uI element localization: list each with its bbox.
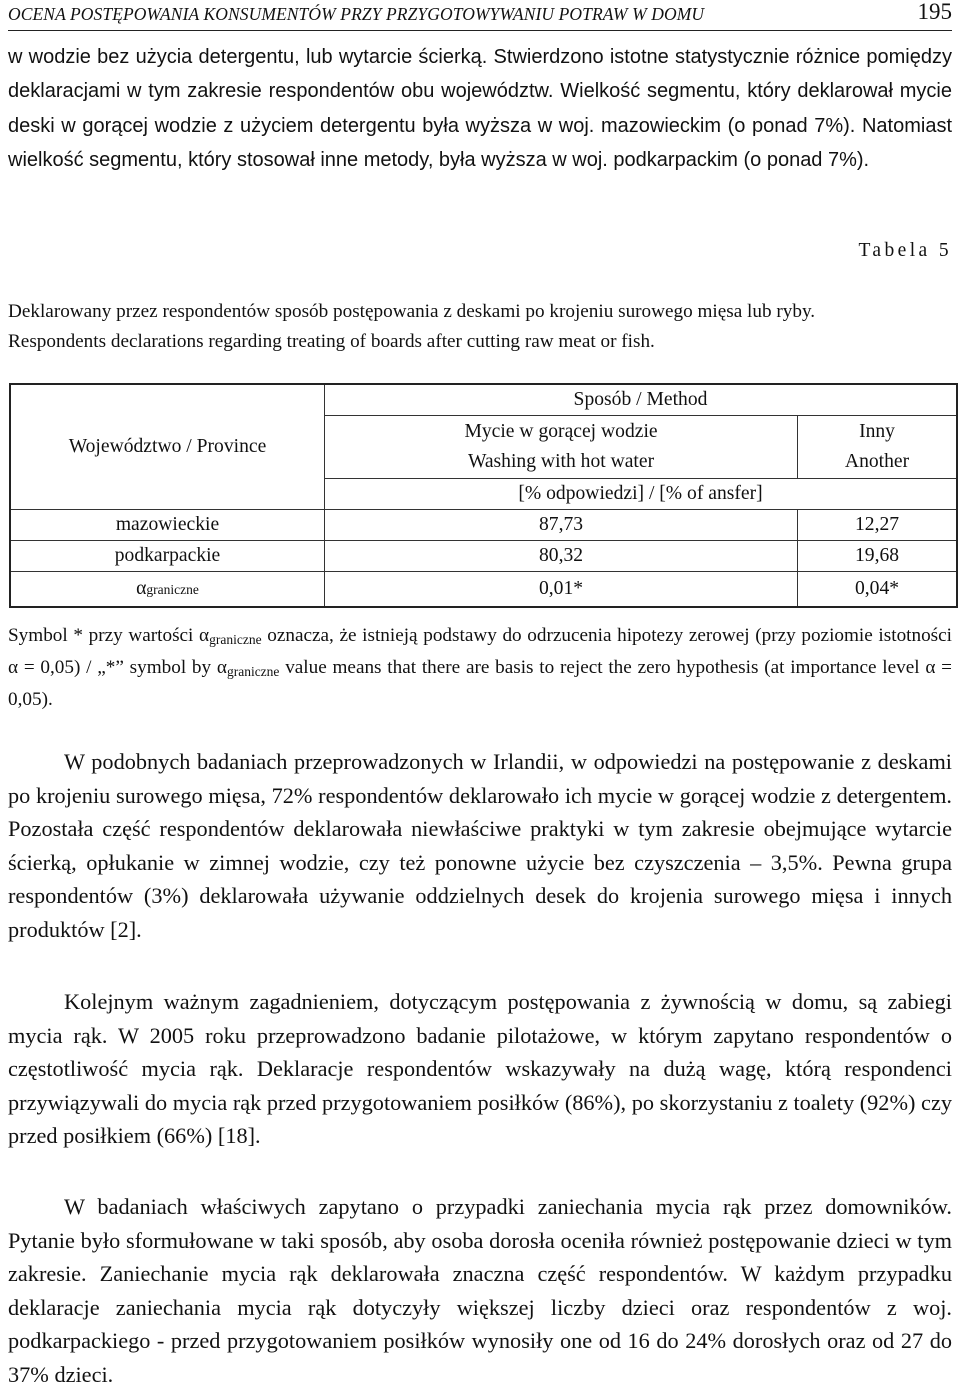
page-number: 195 — [917, 0, 952, 24]
row-province: mazowieckie — [11, 510, 325, 541]
intro-paragraph: w wodzie bez użycia detergentu, lub wytarcie ścierką. Stwierdzono istotne statystycznie różnice pomiędzy deklaracjami w tym zakresie respondentów obu województw. Wielkość segmentu, który deklarował mycie deski w gorącej wodzie z użyciem detergentu była wyższa w woj. mazowieckim (o ponad 7%). Natomiast wielkość segmentu, który stosował inne metody, była wyższa w woj. podkarpackim (o ponad 7%). — [8, 46, 952, 171]
col-another-en: Another — [844, 451, 910, 472]
row-hot-water-value: 87,73 — [325, 510, 798, 541]
caption-polish: Deklarowany przez respondentów sposób postępowania z deskami po krojeniu surowego mięsa lub ryby. — [8, 301, 816, 322]
note-text: = 0,05) / „*” symbol by — [18, 657, 217, 678]
alpha-symbol: α — [216, 657, 227, 678]
province-header: Województwo / Province — [11, 385, 325, 510]
alpha-subscript: graniczne — [226, 664, 280, 679]
table-footnote — [8, 620, 952, 715]
alpha-symbol: α — [136, 578, 147, 599]
row-another-value: 12,27 — [798, 510, 957, 541]
body-paragraph: W badaniach właściwych zapytano o przypadki zaniechania mycia rąk przez domowników. Pytanie było sformułowane w taki sposób, aby osoba dorosła oceniła również postępowanie dzieci w tym zakresie. Zaniechanie mycia rąk deklarowała znaczna część respondentów. W każdym przypadku deklaracje zaniechania mycia rąk dotyczyły większej liczby dzieci oraz respondentów z woj. podkarpackiego - przed przygotowaniem posiłków wynosiły one od 16 do 24% dorosłych oraz od 27 do 37% dzieci. — [8, 1194, 952, 1387]
table-row — [11, 541, 957, 572]
note-text: value means that there are basis to reject the zero hypothesis (at importance level — [279, 657, 926, 678]
body-paragraph: Kolejnym ważnym zagadnieniem, dotyczącym postępowania z żywnością w domu, są zabiegi mycia rąk. W 2005 roku przeprowadzono badanie pilotażowe, w którym zapytano respondentów o częstotliwość mycia rąk. Deklaracje respondentów wskazywały na dużą wagę, którą respondenci przywiązywali do mycia rąk przed przygotowaniem posiłków (86%), po skorzystaniu z toalety (92%) czy przed posiłkiem (66%) [18]. — [8, 989, 952, 1149]
alpha-symbol: α — [8, 657, 19, 678]
table-caption — [8, 297, 952, 357]
running-header — [8, 0, 952, 31]
col-hot-water-en: Washing with hot water — [467, 451, 655, 472]
results-table — [10, 384, 957, 607]
alpha-subscript: graniczne — [209, 632, 262, 647]
col-another-header — [798, 416, 957, 479]
alpha-label — [11, 572, 325, 607]
note-text: Symbol * przy wartości — [8, 625, 200, 646]
note-text: oznacza, że istnieją podstawy do odrzucenia hipotezy zerowej (przy poziomie istotności — [261, 625, 952, 646]
body-paragraph: W podobnych badaniach przeprowadzonych w Irlandii, w odpowiedzi na postępowanie z deskami po krojeniu surowego mięsa, 72% respondentów deklarowało ich mycie w gorącej wodzie z detergentem. Pozostała część respondentów deklarowała niewłaściwe praktyki w tym zakresie obejmujące wytarcie ścierką, opłukanie w zimnej wodzie, czy też ponowne użycie bez czyszczenia – 3,5%. Pewna grupa respondentów (3%) deklarowała używanie oddzielnych desek do krojenia surowego mięsa i innych produktów [2]. — [8, 749, 952, 942]
unit-row: [% odpowiedzi] / [% of ansfer] — [325, 479, 957, 510]
table-row — [11, 510, 957, 541]
row-province: podkarpackie — [11, 541, 325, 572]
col-hot-water-pl: Mycie w gorącej wodzie — [464, 421, 658, 442]
row-another-value: 19,68 — [798, 541, 957, 572]
alpha-row — [11, 572, 957, 607]
row-hot-water-value: 80,32 — [325, 541, 798, 572]
alpha-symbol: α — [925, 657, 936, 678]
alpha-symbol: α — [199, 625, 210, 646]
caption-english: Respondents declarations regarding treating of boards after cutting raw meat or fish. — [8, 331, 655, 352]
col-another-pl: Inny — [859, 421, 895, 442]
table-label: Tabela 5 — [858, 240, 952, 261]
col-hot-water-header — [325, 416, 798, 479]
alpha-subscript: graniczne — [146, 582, 199, 597]
running-title: OCENA POSTĘPOWANIA KONSUMENTÓW PRZY PRZYGOTOWYWANIU POTRAW W DOMU — [8, 4, 705, 24]
alpha-hot-water-value: 0,01* — [325, 572, 798, 607]
note-text: = 0,05). — [8, 657, 952, 710]
method-header: Sposób / Method — [325, 385, 957, 416]
alpha-another-value: 0,04* — [798, 572, 957, 607]
